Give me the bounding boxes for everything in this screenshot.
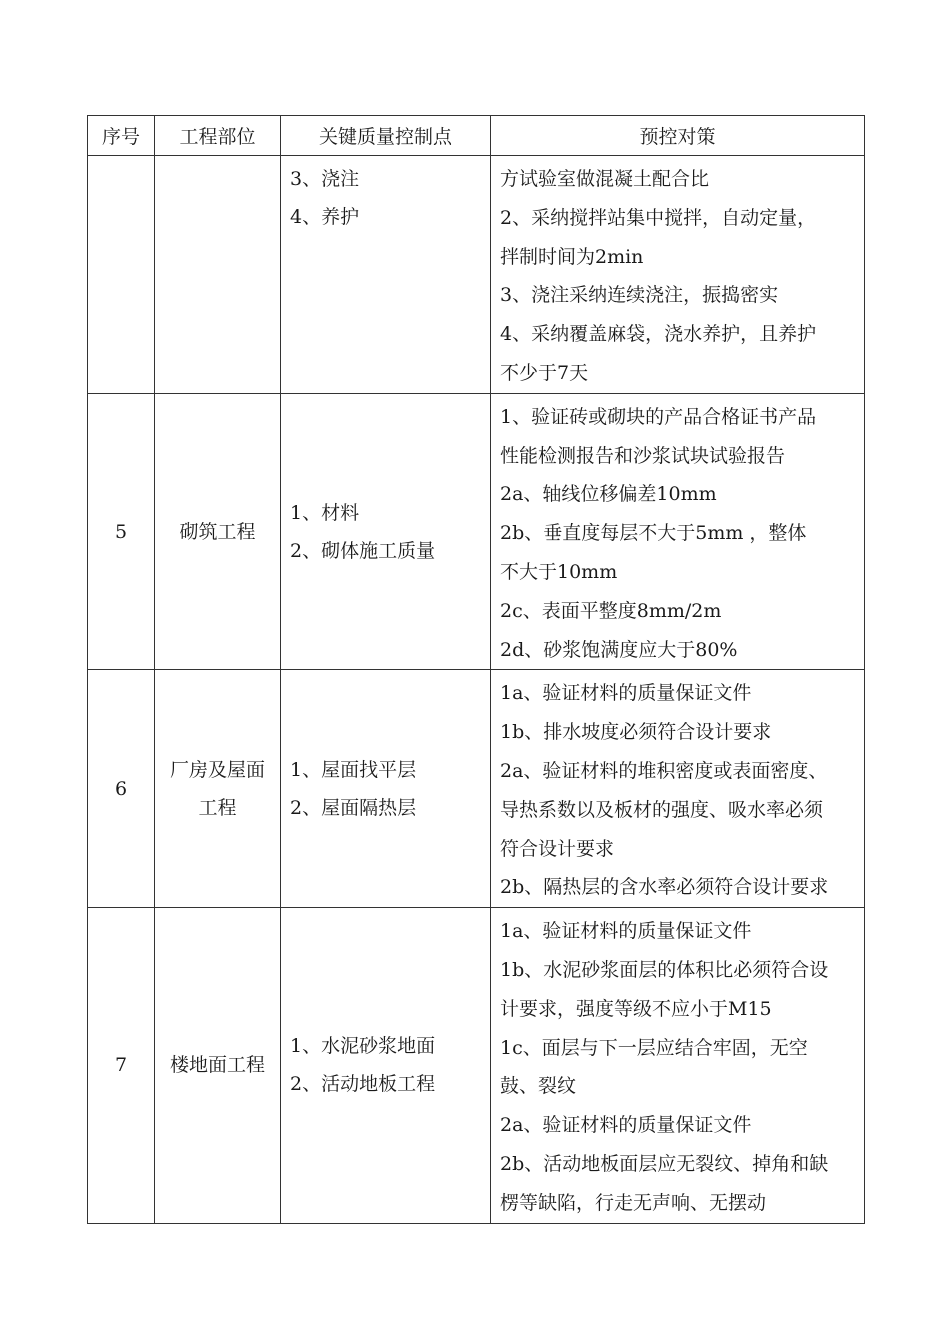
measure-line: 1a、验证材料的质量保证文件 — [500, 920, 752, 943]
key-point-line: 2、屋面隔热层 — [290, 796, 417, 819]
measure-line: 性能检测报告和沙浆试块试验报告 — [500, 444, 786, 467]
key-point-line: 2、活动地板工程 — [290, 1073, 436, 1096]
measure-line: 不大于10mm — [500, 560, 618, 583]
measure-line: 2b、活动地板面层应无裂纹、掉角和缺 — [500, 1152, 829, 1175]
project-part-line: 砌筑工程 — [179, 520, 256, 543]
measures-cell — [491, 156, 865, 394]
table-row — [88, 156, 865, 394]
header-row — [88, 116, 865, 156]
key-point-line: 3、浇注 — [290, 168, 360, 190]
project-part-line: 厂房及屋面 — [169, 758, 265, 781]
measures-cell — [491, 908, 865, 1223]
measure-line: 2c、表面平整度8mm/2m — [500, 599, 722, 622]
measure-line: 3、浇注采纳连续浇注，振捣密实 — [500, 284, 779, 307]
measure-line: 楞等缺陷，行走无声响、无摆动 — [500, 1191, 767, 1214]
measure-line: 1、验证砖或砌块的产品合格证书产品 — [500, 405, 817, 428]
measure-line: 2、采纳搅拌站集中搅拌，自动定量， — [500, 206, 817, 229]
table-row — [88, 670, 865, 908]
measure-line: 1a、验证材料的质量保证文件 — [500, 682, 752, 705]
measure-line: 2a、验证材料的堆积密度或表面密度、 — [500, 759, 828, 782]
key-points-cell — [281, 156, 491, 394]
header-serial-number: 序号 — [88, 116, 155, 156]
measure-line: 1b、水泥砂浆面层的体积比必须符合设 — [500, 958, 829, 981]
project-part-cell — [155, 156, 281, 394]
project-part-line: 楼地面工程 — [169, 1054, 265, 1077]
measure-line: 2b、隔热层的含水率必须符合设计要求 — [500, 876, 829, 899]
measure-line: 2d、砂浆饱满度应大于80% — [500, 638, 738, 661]
measure-line: 鼓、裂纹 — [500, 1075, 577, 1098]
measure-line: 不少于7天 — [500, 361, 589, 384]
key-points-cell — [281, 908, 491, 1223]
key-points-cell — [281, 670, 491, 908]
measure-line: 符合设计要求 — [500, 837, 615, 860]
key-point-line: 1、屋面找平层 — [290, 758, 417, 781]
measure-line: 拌制时间为2min — [500, 245, 644, 268]
measure-line: 2b、垂直度每层不大于5mm ，整体 — [500, 522, 807, 545]
measure-line: 1c、面层与下一层应结合牢固，无空 — [500, 1036, 808, 1059]
measures-cell — [491, 670, 865, 908]
measures-cell — [491, 393, 865, 670]
table-row — [88, 908, 865, 1223]
measure-line: 方试验室做混凝土配合比 — [500, 168, 710, 190]
serial-number-cell — [88, 156, 155, 394]
measure-line: 计要求，强度等级不应小于M15 — [500, 997, 772, 1020]
key-point-line: 1、水泥砂浆地面 — [290, 1035, 436, 1058]
quality-control-table — [87, 115, 865, 1224]
measure-line: 2a、验证材料的质量保证文件 — [500, 1114, 752, 1137]
key-point-line: 4、养护 — [290, 206, 360, 228]
key-point-line: 2、砌体施工质量 — [290, 539, 436, 562]
project-part-cell — [155, 670, 281, 908]
measure-line: 4、采纳覆盖麻袋，浇水养护，且养护 — [500, 323, 817, 346]
header-key-control-points: 关键质量控制点 — [281, 116, 491, 156]
serial-number-cell: 5 — [88, 393, 155, 670]
serial-number-cell: 7 — [88, 908, 155, 1223]
table-row — [88, 393, 865, 670]
project-part-cell — [155, 393, 281, 670]
serial-number-cell: 6 — [88, 670, 155, 908]
measure-line: 2a、轴线位移偏差10mm — [500, 483, 717, 506]
header-preventive-measures: 预控对策 — [491, 116, 865, 156]
project-part-line: 工程 — [198, 796, 237, 819]
project-part-cell — [155, 908, 281, 1223]
key-points-cell — [281, 393, 491, 670]
header-project-part: 工程部位 — [155, 116, 281, 156]
measure-line: 导热系数以及板材的强度、吸水率必须 — [500, 798, 824, 821]
measure-line: 1b、排水坡度必须符合设计要求 — [500, 721, 772, 744]
key-point-line: 1、材料 — [290, 501, 360, 524]
